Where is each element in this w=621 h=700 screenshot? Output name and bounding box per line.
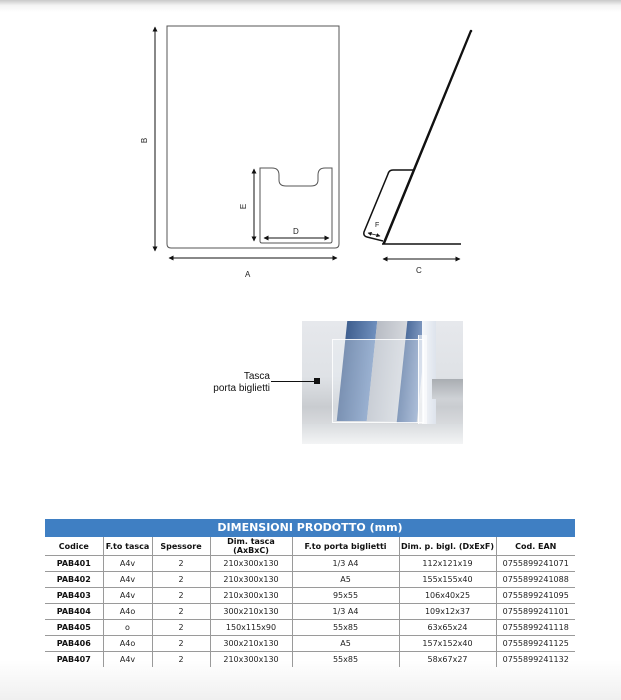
table-row — [45, 652, 575, 668]
product-photo — [302, 321, 463, 444]
table-cell: o — [103, 620, 152, 636]
table-cell: 0755899241095 — [496, 588, 575, 604]
table-cell: 300x210x130 — [210, 636, 292, 652]
table-cell: 2 — [152, 620, 210, 636]
table-cell: 55x85 — [292, 652, 399, 668]
dimension-f-arrow — [368, 233, 380, 236]
product-code-cell: PAB406 — [45, 636, 103, 652]
table-cell: 1/3 A4 — [292, 604, 399, 620]
table-row — [45, 556, 575, 572]
callout-leader-line — [271, 381, 316, 382]
table-cell: 300x210x130 — [210, 604, 292, 620]
table-cell: A4v — [103, 572, 152, 588]
table-header-row — [45, 537, 575, 556]
label-c: C — [416, 266, 422, 275]
table-cell: 0755899241101 — [496, 604, 575, 620]
table-cell: 210x300x130 — [210, 588, 292, 604]
table-cell: A4o — [103, 604, 152, 620]
acrylic-pocket-side — [418, 335, 427, 425]
background-shelf — [432, 379, 463, 399]
table-cell: 157x152x40 — [399, 636, 496, 652]
table-cell: 210x300x130 — [210, 652, 292, 668]
table-cell: 109x12x37 — [399, 604, 496, 620]
column-header: Spessore — [152, 537, 210, 556]
product-code-cell: PAB404 — [45, 604, 103, 620]
table-cell: 55x85 — [292, 620, 399, 636]
table-row — [45, 604, 575, 620]
label-a: A — [245, 270, 251, 279]
callout-line-2: porta biglietti — [213, 383, 270, 394]
table-cell: 95x55 — [292, 588, 399, 604]
table-cell: 112x121x19 — [399, 556, 496, 572]
column-header: Cod. EAN — [496, 537, 575, 556]
table-cell: 155x155x40 — [399, 572, 496, 588]
front-panel-outline — [167, 26, 339, 248]
table-title: DIMENSIONI PRODOTTO (mm) — [45, 519, 575, 537]
product-code-cell: PAB402 — [45, 572, 103, 588]
table-row — [45, 572, 575, 588]
table-cell: 210x300x130 — [210, 556, 292, 572]
technical-drawing — [0, 0, 621, 300]
column-header: Dim. p. bigl. (DxExF) — [399, 537, 496, 556]
table-row — [45, 636, 575, 652]
callout-marker — [314, 378, 320, 384]
table-cell: 2 — [152, 588, 210, 604]
product-code-cell: PAB403 — [45, 588, 103, 604]
table-cell: A5 — [292, 572, 399, 588]
column-header: Codice — [45, 537, 103, 556]
table-cell: 0755899241071 — [496, 556, 575, 572]
table-cell: A4v — [103, 588, 152, 604]
table-cell: A5 — [292, 636, 399, 652]
column-header: F.to porta biglietti — [292, 537, 399, 556]
table-cell: 0755899241132 — [496, 652, 575, 668]
column-header: Dim. tasca (AxBxC) — [210, 537, 292, 556]
label-d: D — [293, 227, 299, 236]
table-cell: 63x65x24 — [399, 620, 496, 636]
table-cell: A4v — [103, 652, 152, 668]
table-cell: 106x40x25 — [399, 588, 496, 604]
table-body — [45, 556, 575, 668]
pocket-callout — [213, 371, 270, 395]
side-panel — [384, 31, 471, 243]
table-cell: 2 — [152, 572, 210, 588]
product-code-cell: PAB405 — [45, 620, 103, 636]
table-cell: 2 — [152, 604, 210, 620]
acrylic-pocket — [332, 339, 424, 423]
table-cell: 0755899241125 — [496, 636, 575, 652]
table-cell: 210x300x130 — [210, 572, 292, 588]
label-e: E — [239, 203, 249, 210]
table-cell: 2 — [152, 652, 210, 668]
product-code-cell: PAB401 — [45, 556, 103, 572]
table-cell: 0755899241088 — [496, 572, 575, 588]
label-f: F — [375, 222, 380, 229]
table-row — [45, 620, 575, 636]
label-b: B — [140, 137, 150, 144]
table-cell: 2 — [152, 556, 210, 572]
product-code-cell: PAB407 — [45, 652, 103, 668]
table-cell: 2 — [152, 636, 210, 652]
callout-line-1: Tasca — [243, 371, 270, 382]
dimensions-table — [45, 519, 575, 667]
side-panel-inner — [386, 32, 472, 243]
table-cell: 1/3 A4 — [292, 556, 399, 572]
table-cell: 150x115x90 — [210, 620, 292, 636]
table-cell: A4o — [103, 636, 152, 652]
table-cell: 58x67x27 — [399, 652, 496, 668]
acrylic-base — [302, 424, 463, 444]
table-cell: A4v — [103, 556, 152, 572]
table-row — [45, 588, 575, 604]
column-header: F.to tasca — [103, 537, 152, 556]
table-cell: 0755899241118 — [496, 620, 575, 636]
